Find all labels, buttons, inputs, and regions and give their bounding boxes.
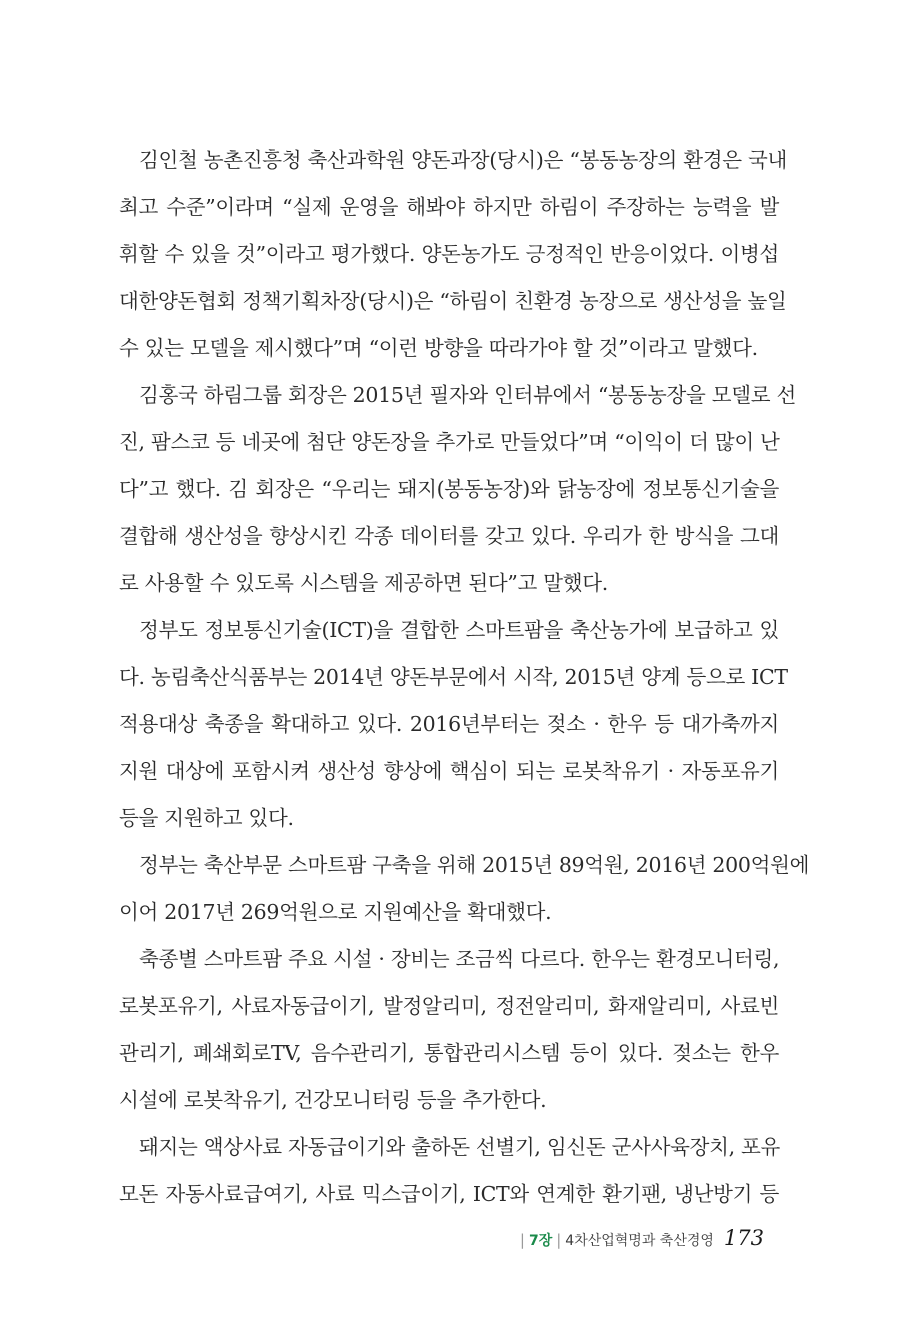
text-line: 대한양돈협회 정책기획차장(당시)은 “하림이 친환경 농장으로 생산성을 높일 <box>119 289 787 313</box>
text-line: 수 있는 모델을 제시했다”며 “이런 방향을 따라가야 할 것”이라고 말했다. <box>119 336 758 360</box>
footer-separator: | <box>556 1231 562 1249</box>
text-line: 관리기, 폐쇄회로TV, 음수관리기, 통합관리시스템 등이 있다. 젖소는 한우 <box>119 1041 779 1065</box>
page-number: 173 <box>723 1226 764 1250</box>
text-line: 축종별 스마트팜 주요 시설 · 장비는 조금씩 다르다. 한우는 환경모니터링, <box>139 947 780 971</box>
text-line: 정부도 정보통신기술(ICT)을 결합한 스마트팜을 축산농가에 보급하고 있 <box>139 618 779 642</box>
paragraph-1 <box>119 137 787 372</box>
paragraph-3 <box>119 607 788 842</box>
text-line: 결합해 생산성을 향상시킨 각종 데이터를 갖고 있다. 우리가 한 방식을 그대 <box>119 524 779 548</box>
text-line: 시설에 로봇착유기, 건강모니터링 등을 추가한다. <box>119 1088 547 1112</box>
text-line: 이어 2017년 269억원으로 지원예산을 확대했다. <box>119 900 552 924</box>
text-line: 휘할 수 있을 것”이라고 평가했다. 양돈농가도 긍정적인 반응이었다. 이병섭 <box>119 242 779 266</box>
footer-separator: | <box>519 1231 525 1249</box>
running-footer <box>516 1226 764 1250</box>
text-line: 최고 수준”이라며 “실제 운영을 해봐야 하지만 하림이 주장하는 능력을 발 <box>119 195 779 219</box>
text-line: 김인철 농촌진흥청 축산과학원 양돈과장(당시)은 “봉동농장의 환경은 국내 <box>139 148 787 172</box>
text-line: 다”고 했다. 김 회장은 “우리는 돼지(봉동농장)와 닭농장에 정보통신기술을 <box>119 477 779 501</box>
paragraph-2 <box>119 372 796 607</box>
text-line: 지원 대상에 포함시켜 생산성 향상에 핵심이 되는 로봇착유기 · 자동포유기 <box>119 759 779 783</box>
text-line: 진, 팜스코 등 네곳에 첨단 양돈장을 추가로 만들었다”며 “이익이 더 많이 난 <box>119 430 780 454</box>
paragraph-6 <box>119 1124 779 1218</box>
paragraph-4 <box>119 842 810 936</box>
chapter-title: 4차산업혁명과 축산경영 <box>565 1233 714 1249</box>
text-line: 모돈 자동사료급여기, 사료 믹스급이기, ICT와 연계한 환기팬, 냉난방기 등 <box>119 1182 779 1206</box>
text-line: 로봇포유기, 사료자동급이기, 발정알리미, 정전알리미, 화재알리미, 사료빈 <box>119 994 779 1018</box>
text-line: 정부는 축산부문 스마트팜 구축을 위해 2015년 89억원, 2016년 200억원에 <box>139 853 810 877</box>
text-line: 로 사용할 수 있도록 시스템을 제공하면 된다”고 말했다. <box>119 571 608 595</box>
text-line: 다. 농림축산식품부는 2014년 양돈부문에서 시작, 2015년 양계 등으로 ICT <box>119 665 788 689</box>
text-line: 등을 지원하고 있다. <box>119 806 294 830</box>
chapter-label: 7장 <box>528 1233 553 1249</box>
text-line: 돼지는 액상사료 자동급이기와 출하돈 선별기, 임신돈 군사사육장치, 포유 <box>139 1135 781 1159</box>
body-text <box>119 137 810 1218</box>
text-line: 적용대상 축종을 확대하고 있다. 2016년부터는 젖소 · 한우 등 대가축까지 <box>119 712 779 736</box>
paragraph-5 <box>119 936 779 1124</box>
text-line: 김홍국 하림그룹 회장은 2015년 필자와 인터뷰에서 “봉동농장을 모델로 선 <box>139 383 796 407</box>
